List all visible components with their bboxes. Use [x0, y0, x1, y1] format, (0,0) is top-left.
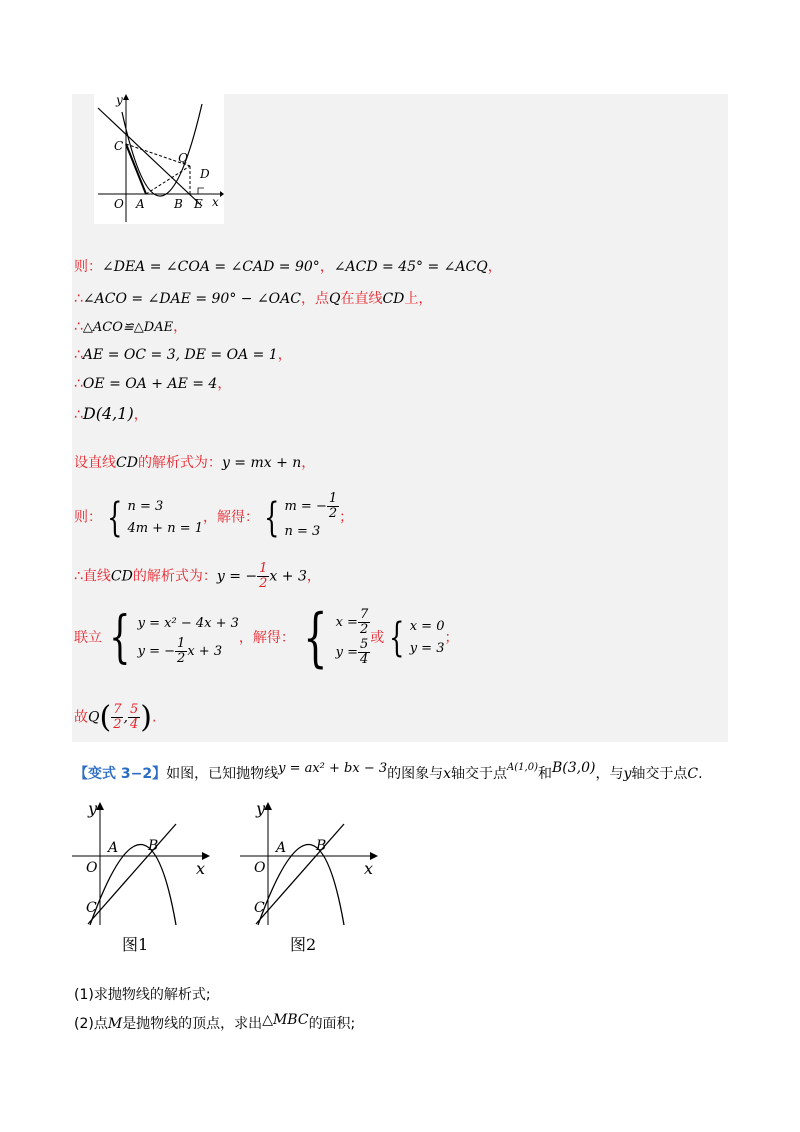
fig1-label-o: O	[86, 860, 98, 876]
label-e: E	[194, 197, 203, 211]
figure-2-caption: 图2	[290, 935, 317, 954]
question-1: (1)求抛物线的解析式;	[74, 987, 211, 1003]
variant-problem: 【变式 3−2】如图，已知抛物线y = ax² + bx − 3的图象与x轴交于点$^{A(1,0)}$和B(3,0)，与y轴交于点C.	[74, 760, 703, 782]
fig2-label-c: C	[254, 900, 265, 916]
solution-line-2: ∴∠ACO = ∠DAE = 90° − ∠OAC，点Q在直线CD上，	[74, 291, 433, 307]
label-x: x	[212, 195, 219, 209]
solution-line-3: ∴△ACO≌△DAE，	[74, 319, 188, 335]
label-b: B	[174, 197, 183, 211]
label-c: C	[114, 139, 124, 153]
fig2-label-x: x	[364, 859, 374, 878]
fig2-label-o: O	[254, 860, 266, 876]
solution-line-6: ∴D(4,1)，	[74, 404, 148, 423]
figure-1-caption: 图1	[122, 935, 149, 954]
fig1-label-y: y	[88, 800, 98, 818]
figure-2	[240, 800, 390, 930]
fig2-label-y: y	[256, 800, 266, 818]
solution-line-1: 则：∠DEA = ∠COA = ∠CAD = 90°，∠ACD = 45° = ∠ACQ，	[74, 259, 502, 275]
fig2-label-b: B	[316, 838, 327, 854]
question-2: (2)点M是抛物线的顶点，求出△MBC的面积;	[74, 1012, 356, 1032]
solution-line-7: 设直线CD的解析式为：y = mx + n，	[74, 455, 316, 471]
fig1-label-b: B	[148, 838, 159, 854]
figure-1	[72, 800, 222, 930]
solution-figure	[94, 94, 224, 224]
label-y: y	[116, 94, 123, 107]
solution-line-5: ∴OE = OA + AE = 4，	[74, 376, 232, 392]
label-d: D	[200, 167, 210, 181]
fig1-label-a: A	[108, 840, 119, 856]
solution-line-11: 故Q( $\frac{7}{2}$ , $\frac{5}{4}$ ).	[74, 700, 157, 735]
fig2-label-a: A	[276, 840, 287, 856]
fig1-label-x: x	[196, 859, 206, 878]
label-q: Q	[178, 151, 188, 165]
parabola-line-diagram	[94, 94, 224, 224]
solution-line-4: ∴AE = OC = 3, DE = OA = 1，	[74, 347, 292, 363]
label-a: A	[136, 197, 145, 211]
solution-line-9: ∴直线CD的解析式为：y = − $\frac{1}{2}$ x + 3，	[74, 561, 321, 591]
label-o: O	[114, 197, 124, 211]
solution-line-10: 联立 { y = x² − 4x + 3 y = − $\frac{1}{2}$ x + 3 ，解得： { x = $\frac{7}{2}$ y = $\frac{5}{4}$ 或 { x = 0 y = 3 ；	[74, 601, 459, 675]
solution-line-8: 则： { n = 3 4m + n = 1 ，解得： { m = − $\frac{1}{2}$ n = 3 ；	[74, 491, 354, 541]
fig1-label-c: C	[86, 900, 97, 916]
